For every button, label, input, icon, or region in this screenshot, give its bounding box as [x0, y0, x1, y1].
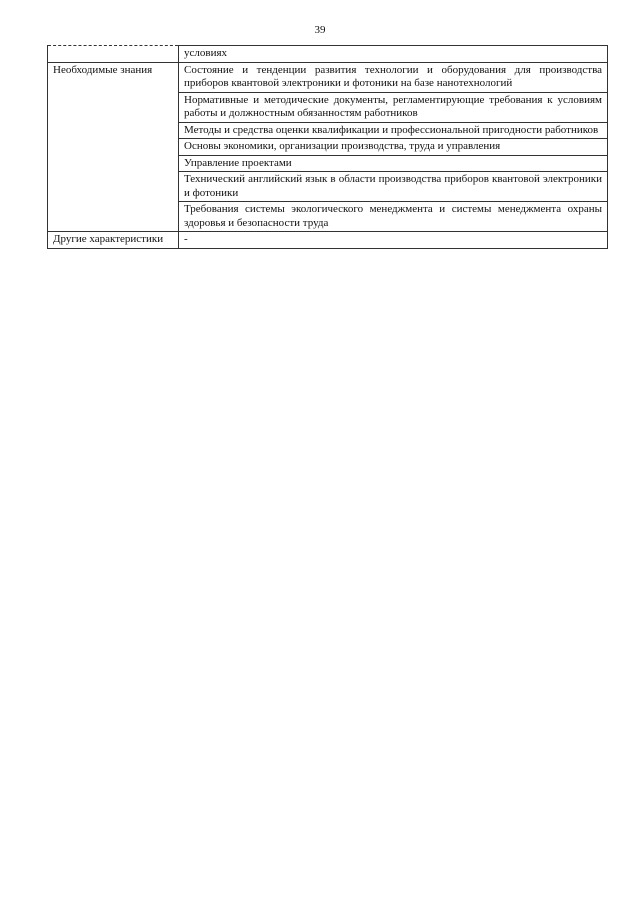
knowledge-label: Необходимые знания: [48, 62, 179, 232]
continuation-cell: условиях: [179, 46, 608, 63]
knowledge-item: Методы и средства оценки квалификации и профессиональной пригодности работников: [179, 122, 608, 139]
knowledge-item: Нормативные и методические документы, регламентирующие требования к условиям работы и должностным обязанностям работников: [179, 92, 608, 122]
knowledge-item: Технический английский язык в области производства приборов квантовой электроники и фотоники: [179, 172, 608, 202]
table-row-continuation: [48, 46, 608, 63]
knowledge-table: [47, 45, 608, 249]
knowledge-item: Требования системы экологического менеджмента и системы менеджмента охраны здоровья и безопасности труда: [179, 202, 608, 232]
empty-label-cell: [48, 46, 179, 63]
page-number: 39: [314, 24, 326, 36]
other-value: -: [179, 232, 608, 249]
other-label: Другие характеристики: [48, 232, 179, 249]
knowledge-item: Основы экономики, организации производства, труда и управления: [179, 139, 608, 156]
table-row-other: [48, 232, 608, 249]
knowledge-item: Управление проектами: [179, 155, 608, 172]
table-row-knowledge: [48, 62, 608, 92]
knowledge-item: Состояние и тенденции развития технологии и оборудования для производства приборов квантовой электроники и фотоники на базе нанотехнологий: [179, 62, 608, 92]
